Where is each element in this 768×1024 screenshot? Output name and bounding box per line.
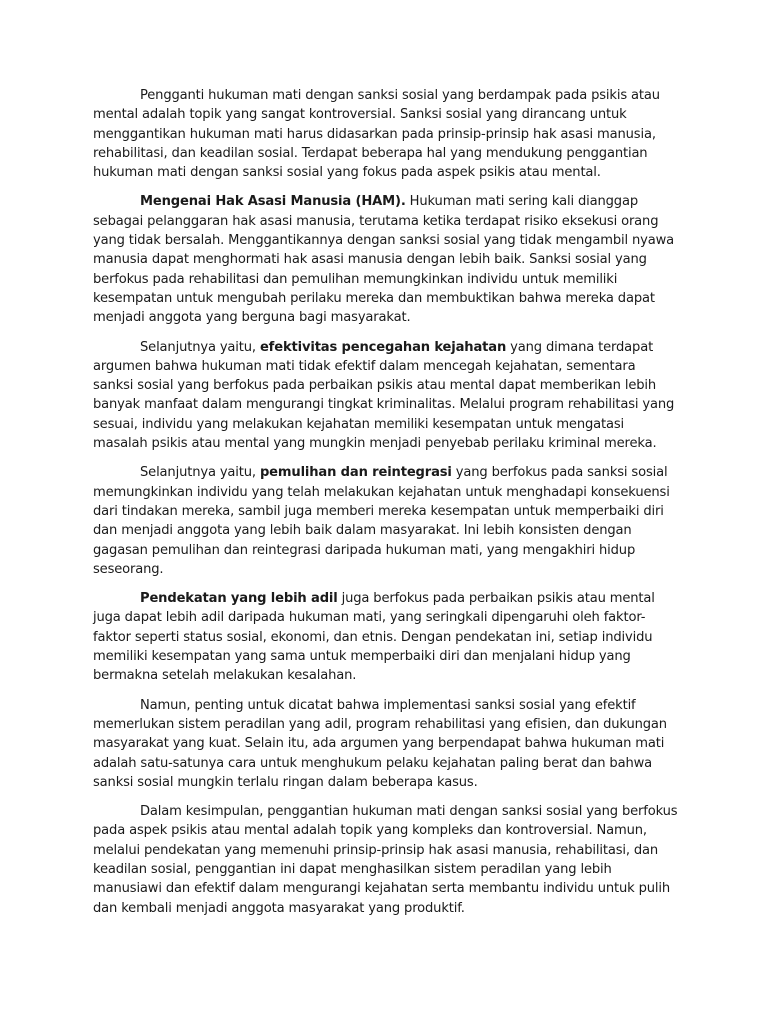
- paragraph-heading: Pendekatan yang lebih adil: [140, 591, 338, 607]
- paragraph-text: Selanjutnya yaitu,: [140, 465, 260, 481]
- paragraph-heading: Mengenai Hak Asasi Manusia (HAM).: [140, 194, 406, 210]
- paragraph-text: Namun, penting untuk dicatat bahwa implementasi sanksi sosial yang efektif memerlukan sistem peradilan yang adil, program rehabilitasi yang efisien, dan dukungan masyarakat yang kuat. Selain itu, ada argumen yang berpendapat bahwa hukuman mati adalah satu-satunya cara untuk menghukum pelaku kejahatan paling berat dan bahwa sanksi sosial mungkin terlalu ringan dalam beberapa kasus.: [93, 697, 667, 790]
- paragraph-text: yang berfokus pada sanksi sosial memungkinkan individu yang telah melakukan kejahatan untuk menghadapi konsekuensi dari tindakan mereka, sambil juga memberi mereka kesempatan untuk memperbaiki diri dan menjadi anggota yang lebih baik dalam masyarakat. Ini lebih konsisten dengan gagasan pemulihan dan reintegrasi daripada hukuman mati, yang mengakhiri hidup seseorang.: [93, 465, 670, 577]
- paragraph-ham: [93, 192, 678, 327]
- paragraph-text: Dalam kesimpulan, penggantian hukuman mati dengan sanksi sosial yang berfokus pada aspek psikis atau mental adalah topik yang kompleks dan kontroversial. Namun, melalui pendekatan yang memenuhi prinsip-prinsip hak asasi manusia, rehabilitasi, dan keadilan sosial, penggantian ini dapat menghasilkan sistem peradilan yang lebih manusiawi dan efektif dalam mengurangi kejahatan serta membantu individu untuk pulih dan kembali menjadi anggota masyarakat yang produktif.: [93, 804, 678, 916]
- paragraph-intro: [93, 86, 678, 182]
- paragraph-text: Selanjutnya yaitu,: [140, 339, 260, 355]
- paragraph-text: Hukuman mati sering kali dianggap sebagai pelanggaran hak asasi manusia, terutama ketika terdapat risiko eksekusi orang yang tidak bersalah. Menggantikannya dengan sanksi sosial yang tidak mengambil nyawa manusia dapat menghormati hak asasi manusia dengan lebih baik. Sanksi sosial yang berfokus pada rehabilitasi dan pemulihan memungkinkan individu untuk memiliki kesempatan untuk mengubah perilaku mereka dan membuktikan bahwa mereka dapat menjadi anggota yang berguna bagi masyarakat.: [93, 194, 675, 326]
- paragraph-namun: [93, 696, 678, 792]
- paragraph-kesimpulan: [93, 802, 678, 918]
- paragraph-text: juga berfokus pada perbaikan psikis atau mental juga dapat lebih adil daripada hukuman mati, yang seringkali dipengaruhi oleh faktor-faktor seperti status sosial, ekonomi, dan etnis. Dengan pendekatan ini, setiap individu memiliki kesempatan yang sama untuk memperbaiki diri dan menjalani hidup yang bermakna setelah melakukan kesalahan.: [93, 591, 655, 684]
- paragraph-efektivitas: [93, 338, 678, 454]
- paragraph-heading: efektivitas pencegahan kejahatan: [259, 339, 507, 355]
- paragraph-pemulihan: [93, 463, 678, 579]
- paragraph-heading: pemulihan dan reintegrasi: [259, 465, 452, 481]
- paragraph-text: Pengganti hukuman mati dengan sanksi sosial yang berdampak pada psikis atau mental adalah topik yang sangat kontroversial. Sanksi sosial yang dirancang untuk menggantikan hukuman mati harus didasarkan pada prinsip-prinsip hak asasi manusia, rehabilitasi, dan keadilan sosial. Terdapat beberapa hal yang mendukung penggantian hukuman mati dengan sanksi sosial yang fokus pada aspek psikis atau mental.: [93, 88, 660, 181]
- paragraph-text: yang dimana terdapat argumen bahwa hukuman mati tidak efektif dalam mencegah kejahatan, sementara sanksi sosial yang berfokus pada perbaikan psikis atau mental dapat memberikan lebih banyak manfaat dalam mengurangi tingkat kriminalitas. Melalui program rehabilitasi yang sesuai, individu yang melakukan kejahatan memiliki kesempatan untuk mengatasi masalah psikis atau mental yang mungkin menjadi penyebab perilaku kriminal mereka.: [93, 339, 675, 452]
- paragraph-pendekatan: [93, 589, 678, 685]
- document-page: [93, 86, 678, 928]
